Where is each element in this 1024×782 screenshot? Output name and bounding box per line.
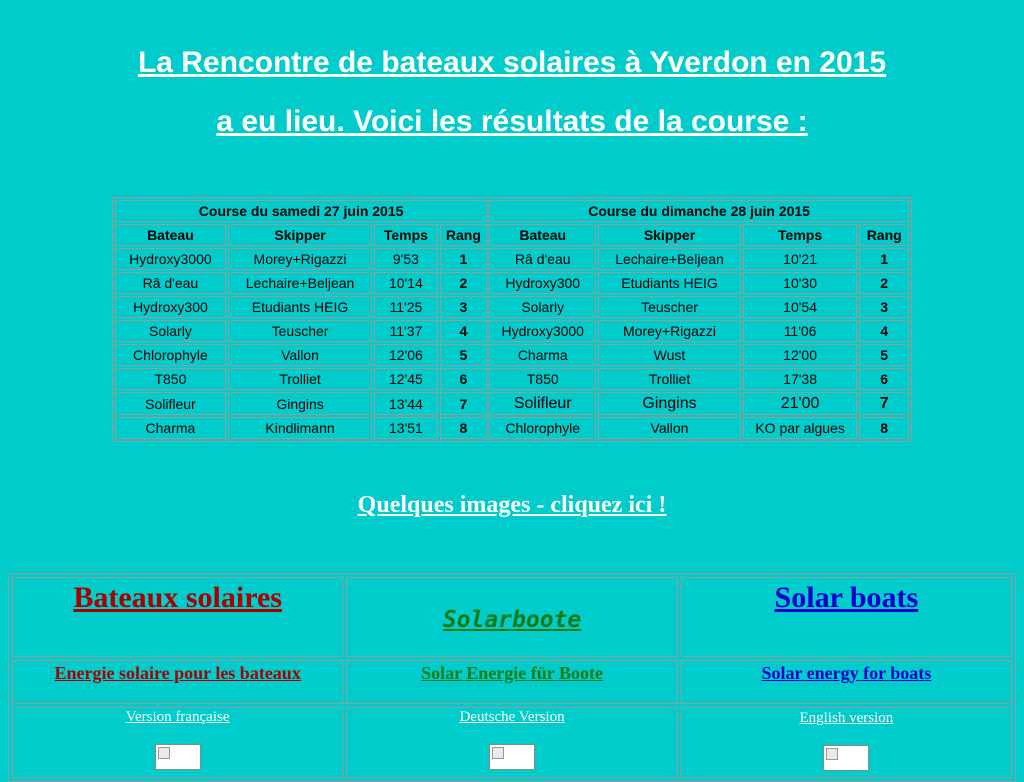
table-row (115, 248, 909, 270)
saturday-temps-cell: 11'37 (374, 320, 437, 342)
page-title-line-1[interactable]: La Rencontre de bateaux solaires à Yverdon en 2015 (137, 46, 887, 79)
saturday-temps-cell: 13'51 (374, 417, 437, 439)
saturday-temps-cell: 13'44 (374, 392, 437, 415)
sunday-rang-cell: 4 (859, 320, 909, 342)
footer-cell-de-version (346, 707, 677, 778)
saturday-rang-cell: 2 (440, 272, 488, 294)
column-header-temps: Temps (743, 224, 858, 246)
bateaux-solaires-link[interactable]: Bateaux solaires (73, 581, 282, 614)
solarboote-link[interactable]: Solarboote (442, 607, 582, 633)
table-row (115, 272, 909, 294)
saturday-skipper-cell: Morey+Rigazzi (228, 248, 372, 270)
page-title-line-2[interactable]: a eu lieu. Voici les résultats de la course : (216, 105, 808, 138)
saturday-rang-cell: 1 (440, 248, 488, 270)
table-row (115, 368, 909, 390)
energie-solaire-link[interactable]: Energie solaire pour les bateaux (54, 663, 301, 683)
sunday-temps-cell: 12'00 (743, 344, 858, 366)
saturday-skipper-cell: Vallon (228, 344, 372, 366)
saturday-bateau-cell: T850 (115, 368, 226, 390)
saturday-skipper-cell: Teuscher (228, 320, 372, 342)
results-table (112, 197, 912, 442)
sunday-skipper-cell: Etudiants HEIG (598, 272, 741, 294)
saturday-rang-cell: 5 (440, 344, 488, 366)
sunday-skipper-cell: Trolliet (598, 368, 741, 390)
solar-boats-link[interactable]: Solar boats (774, 581, 919, 614)
sunday-skipper-cell: Wust (598, 344, 741, 366)
saturday-skipper-cell: Gingins (228, 392, 372, 415)
sunday-bateau-cell: Chlorophyle (489, 417, 596, 439)
sunday-bateau-cell: Hydroxy300 (489, 272, 596, 294)
sunday-temps-cell: 10'30 (743, 272, 858, 294)
column-header-bateau: Bateau (489, 224, 596, 246)
version-francaise-link[interactable]: Version française (125, 709, 230, 725)
sunday-bateau-cell: Charma (489, 344, 596, 366)
saturday-rang-cell: 8 (440, 417, 488, 439)
saturday-temps-cell: 12'06 (374, 344, 437, 366)
footer-cell-en-version (681, 707, 1012, 778)
sunday-temps-cell: 11'06 (743, 320, 858, 342)
sunday-skipper-cell: Vallon (598, 417, 741, 439)
saturday-temps-cell: 9'53 (374, 248, 437, 270)
sunday-bateau-cell: Hydroxy3000 (489, 320, 596, 342)
sunday-temps-cell: 10'54 (743, 296, 858, 318)
solar-energie-link[interactable]: Solar Energie für Boote (421, 663, 603, 683)
footer-cell-de-subtitle (346, 660, 677, 704)
column-header-rang: Rang (859, 224, 909, 246)
sunday-skipper-cell: Teuscher (598, 296, 741, 318)
saturday-temps-cell: 10'14 (374, 272, 437, 294)
column-header-temps: Temps (374, 224, 437, 246)
sunday-skipper-cell: Morey+Rigazzi (598, 320, 741, 342)
column-header-rang: Rang (440, 224, 488, 246)
saturday-bateau-cell: Hydroxy3000 (115, 248, 226, 270)
footer-cell-en-title (681, 577, 1012, 657)
footer-cell-fr-version (12, 707, 343, 778)
column-header-skipper: Skipper (228, 224, 372, 246)
footer-cell-en-subtitle (681, 660, 1012, 704)
saturday-temps-cell: 12'45 (374, 368, 437, 390)
sunday-rang-cell: 5 (859, 344, 909, 366)
footer-cell-fr-title (12, 577, 343, 657)
footer-cell-fr-subtitle (12, 660, 343, 704)
table-row (115, 392, 909, 415)
sunday-race-title: Course du dimanche 28 juin 2015 (489, 200, 909, 222)
german-flag-image-icon[interactable] (489, 744, 535, 770)
table-row (115, 320, 909, 342)
sunday-rang-cell: 2 (859, 272, 909, 294)
table-row (115, 344, 909, 366)
saturday-bateau-cell: Solarly (115, 320, 226, 342)
sunday-rang-cell: 7 (859, 392, 909, 415)
saturday-rang-cell: 6 (440, 368, 488, 390)
deutsche-version-link[interactable]: Deutsche Version (459, 709, 565, 725)
saturday-bateau-cell: Solifleur (115, 392, 226, 415)
saturday-skipper-cell: Kindlimann (228, 417, 372, 439)
saturday-skipper-cell: Etudiants HEIG (228, 296, 372, 318)
language-footer-table (8, 573, 1016, 782)
solar-energy-link[interactable]: Solar energy for boats (761, 663, 932, 683)
sunday-temps-cell: 21'00 (743, 392, 858, 415)
sunday-rang-cell: 1 (859, 248, 909, 270)
column-header-skipper: Skipper (598, 224, 741, 246)
saturday-race-title: Course du samedi 27 juin 2015 (115, 200, 487, 222)
saturday-bateau-cell: Chlorophyle (115, 344, 226, 366)
saturday-bateau-cell: Hydroxy300 (115, 296, 226, 318)
sunday-temps-cell: 10'21 (743, 248, 858, 270)
french-flag-image-icon[interactable] (155, 744, 201, 770)
table-row (115, 296, 909, 318)
sunday-rang-cell: 3 (859, 296, 909, 318)
english-flag-image-icon[interactable] (823, 745, 869, 771)
column-header-bateau: Bateau (115, 224, 226, 246)
sunday-skipper-cell: Gingins (598, 392, 741, 415)
saturday-skipper-cell: Lechaire+Beljean (228, 272, 372, 294)
saturday-bateau-cell: Râ d'eau (115, 272, 226, 294)
table-row (115, 417, 909, 439)
sunday-bateau-cell: Solifleur (489, 392, 596, 415)
saturday-rang-cell: 7 (440, 392, 488, 415)
saturday-skipper-cell: Trolliet (228, 368, 372, 390)
saturday-rang-cell: 3 (440, 296, 488, 318)
sunday-rang-cell: 6 (859, 368, 909, 390)
sunday-temps-cell: KO par algues (743, 417, 858, 439)
sunday-bateau-cell: Râ d'eau (489, 248, 596, 270)
english-version-link[interactable]: English version (799, 710, 894, 726)
sunday-bateau-cell: Solarly (489, 296, 596, 318)
sunday-temps-cell: 17'38 (743, 368, 858, 390)
saturday-temps-cell: 11'25 (374, 296, 437, 318)
sunday-bateau-cell: T850 (489, 368, 596, 390)
images-link[interactable]: Quelques images - cliquez ici ! (357, 492, 667, 518)
sunday-rang-cell: 8 (859, 417, 909, 439)
footer-cell-de-title (346, 577, 677, 657)
saturday-bateau-cell: Charma (115, 417, 226, 439)
saturday-rang-cell: 4 (440, 320, 488, 342)
sunday-skipper-cell: Lechaire+Beljean (598, 248, 741, 270)
